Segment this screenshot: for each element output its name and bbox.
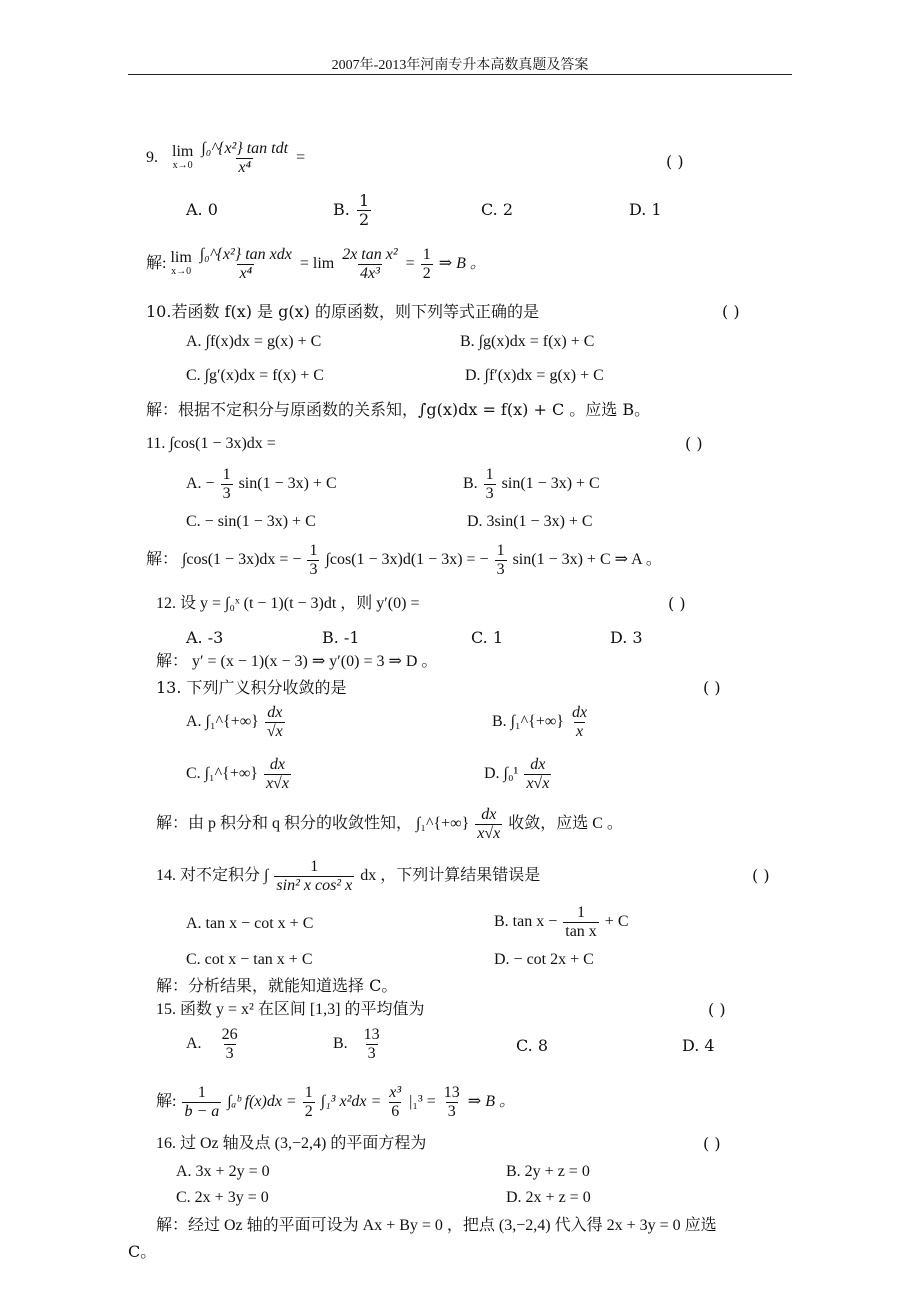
q14-stem: 14. 对不定积分 ∫ $\frac{1}{\text{sin² x cos² x}}$ dx ，下列计算结果错误是	[156, 858, 541, 894]
q14-option-b: B. tan x − $\frac{1}{\text{tan x}}$ + C	[494, 904, 629, 940]
q13-option-a: A. ∫₁^{+∞} $\frac{dx}{√x}$	[186, 704, 283, 740]
q15-option-d: D. 4	[682, 1036, 715, 1055]
q12-stem: 12. 设 y = ∫₀ˣ (t − 1)(t − 3)dt ，则 y′(0) =	[156, 595, 420, 612]
q16-answer-paren: ( )	[703, 1134, 721, 1153]
q15-option-a: A. $\frac{26}{3}$	[186, 1026, 238, 1062]
q14-option-d: D. − cot 2x + C	[494, 951, 594, 968]
q13-option-c: C. ∫₁^{+∞} $\frac{dx}{x√x}$	[186, 756, 289, 792]
q9-option-c: C. 2	[481, 200, 514, 219]
q13-option-b: B. ∫₁^{+∞} $\frac{dx}{x}$	[492, 704, 588, 740]
q12-option-c: C. 1	[471, 628, 504, 647]
q10-option-c: C. ∫g′(x)dx = f(x) + C	[186, 367, 324, 384]
q11-option-b: B. $\frac{1}{3}$ sin(1 − 3x) + C	[463, 466, 600, 502]
q10-solution: 解：根据不定积分与原函数的关系知，∫g(x)dx = f(x) + C 。应选 B。	[146, 400, 651, 419]
q11-option-d: D. 3sin(1 − 3x) + C	[467, 513, 593, 530]
q16-option-a: A. 3x + 2y = 0	[176, 1163, 270, 1180]
q10-option-b: B. ∫g(x)dx = f(x) + C	[460, 333, 595, 350]
q14-option-a: A. tan x − cot x + C	[186, 915, 314, 932]
q9-option-a: A. 0	[186, 200, 218, 219]
q12-answer-paren: ( )	[668, 594, 686, 613]
q16-solution-line2: C。	[128, 1242, 157, 1261]
q11-answer-paren: ( )	[685, 434, 703, 453]
q12-solution: 解： y′ = (x − 1)(x − 3) ⇒ y′(0) = 3 ⇒ D 。	[156, 653, 438, 670]
q11-solution: 解： ∫cos(1 − 3x)dx = − $\frac{1}{3}$ ∫cos(1 − 3x)d(1 − 3x) = − $\frac{1}{3}$ sin(1 − 3x) + C ⇒ A 。	[146, 542, 662, 578]
q15-option-c: C. 8	[516, 1036, 549, 1055]
q13-solution: 解：由 p 积分和 q 积分的收敛性知， ∫₁^{+∞} $\frac{dx}{x√x}$ 收敛，应选 C 。	[156, 806, 623, 842]
q9-solution: 解: lim x→0 $\frac{\text{∫₀\textasciicircum{}\{x²\} tan xdx}}{\text{x⁴}}$ = lim $\frac{\text{2x tan x²}}{\text{4x³}}$ = $\frac{1}{2}$ ⇒ B 。	[146, 246, 486, 282]
q16-option-b: B. 2y + z = 0	[506, 1163, 590, 1180]
q15-solution: 解: $\frac{1}{b - a}$ ∫ₐᵇ f(x)dx = $\frac{1}{2}$ ∫₁³ x²dx = $\frac{\text{x³}}{6}$ |₁³ = $\frac{13}{3}$ ⇒ B 。	[156, 1084, 515, 1120]
header-rule	[128, 74, 792, 75]
q10-option-d: D. ∫f′(x)dx = g(x) + C	[465, 367, 604, 384]
q11-option-c: C. − sin(1 − 3x) + C	[186, 513, 316, 530]
q9-answer-paren: ( )	[666, 152, 684, 171]
q13-answer-paren: ( )	[703, 678, 721, 697]
q11-option-a: A. − $\frac{1}{3}$ sin(1 − 3x) + C	[186, 466, 337, 502]
q12-option-b: B. -1	[322, 628, 360, 647]
q10-stem: 10.若函数 f(x) 是 g(x) 的原函数，则下列等式正确的是	[146, 302, 539, 321]
q9-denominator: x⁴	[238, 159, 252, 176]
q9-option-b: B. $\frac{1}{2}$	[333, 191, 370, 229]
page-header: 2007年-2013年河南专升本高数真题及答案	[331, 58, 589, 73]
q13-option-d: D. ∫₀¹ $\frac{dx}{x√x}$	[484, 756, 550, 792]
q16-stem: 16. 过 Oz 轴及点 (3,−2,4) 的平面方程为	[156, 1135, 427, 1152]
q10-option-a: A. ∫f(x)dx = g(x) + C	[186, 333, 322, 350]
q16-solution-line1: 解：经过 Oz 轴的平面可设为 Ax + By = 0 ，把点 (3,−2,4) 代入得 2x + 3y = 0 应选	[156, 1217, 717, 1234]
q9-numerator: ∫₀^{x²} tan tdt	[201, 140, 289, 157]
q14-solution: 解：分析结果，就能知道选择 C。	[156, 976, 398, 995]
q15-stem: 15. 函数 y = x² 在区间 [1,3] 的平均值为	[156, 1001, 425, 1018]
q12-option-d: D. 3	[610, 628, 643, 647]
q13-stem: 13. 下列广义积分收敛的是	[156, 678, 347, 697]
q9-number: 9.	[146, 149, 158, 167]
q16-option-d: D. 2x + z = 0	[506, 1189, 591, 1206]
q16-option-c: C. 2x + 3y = 0	[176, 1189, 269, 1206]
q9-option-d: D. 1	[629, 200, 662, 219]
q15-answer-paren: ( )	[708, 1000, 726, 1019]
q14-answer-paren: ( )	[752, 866, 770, 885]
q11-stem: 11. ∫cos(1 − 3x)dx =	[146, 435, 276, 452]
q12-option-a: A. -3	[186, 628, 224, 647]
q10-answer-paren: ( )	[722, 302, 740, 321]
q9-stem: 9. lim x→0 $\frac{\text{∫₀\textasciicircum{}\{x²\} tan tdt}}{\text{x⁴}}$ =	[146, 140, 306, 176]
q15-option-b: B. $\frac{13}{3}$	[333, 1026, 380, 1062]
q14-option-c: C. cot x − tan x + C	[186, 951, 313, 968]
